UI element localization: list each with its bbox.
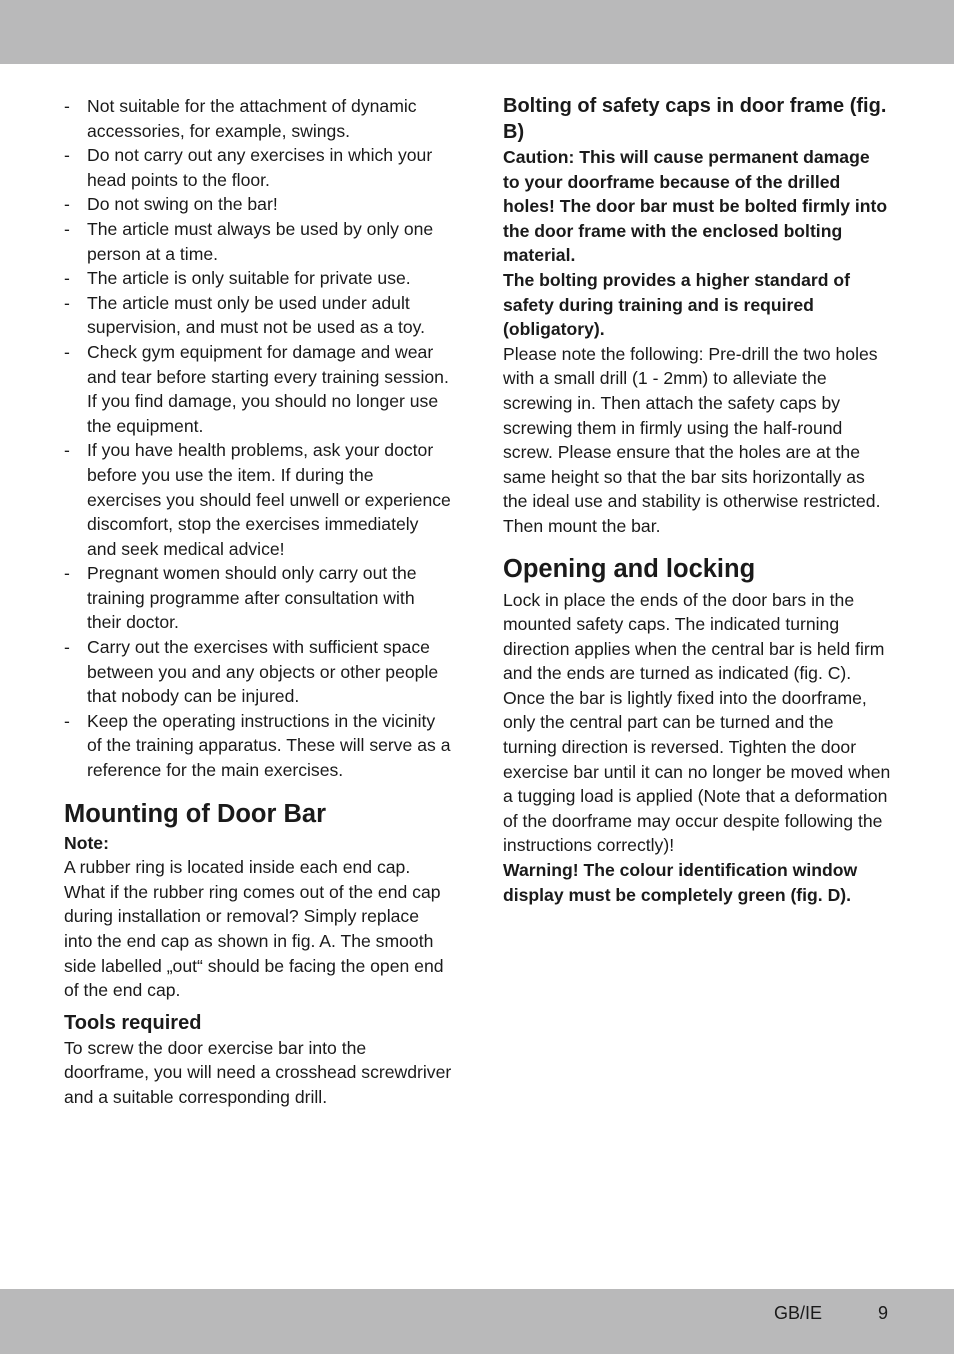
opening-text: Lock in place the ends of the door bars in the mounted safety caps. The indicated turning direction applies when the central bar is held firm and the ends are turned as indicated (fig. C). Once the bar is lightly fixed into the doorframe, only the central part can be turned and the turning direction is reversed. Tighten the door exercise bar until it can no longer be moved when a tugging load is applied (Note that a deformation of the doorframe may occur despite following the instructions correctly)! (503, 589, 891, 856)
tools-text: To screw the door exercise bar into the doorframe, you will need a crosshead screwdriver and a suitable corresponding drill. (64, 1037, 452, 1107)
list-item: - Not suitable for the attachment of dynamic accessories, for example, swings. (64, 94, 452, 143)
list-item: - Check gym equipment for damage and wear and tear before starting every training session. If you find damage, you should no longer use the equipment. (64, 340, 452, 438)
bolting-standard-text: The bolting provides a higher standard of safety during training and is required (obligatory). (503, 269, 851, 340)
list-item: - Carry out the exercises with sufficient space between you and any objects or other people that nobody can be injured. (64, 635, 452, 709)
tools-heading: Tools required (64, 1011, 202, 1034)
list-item: - Pregnant women should only carry out the training programme after consultation with their doctor. (64, 561, 452, 635)
page-number: 9 (878, 1303, 889, 1323)
left-column (64, 94, 452, 1110)
footer-region-label: GB/IE (774, 1303, 823, 1323)
warning-text: Warning! The colour identification window display must be completely green (fig. D). (503, 860, 858, 905)
list-item: - Keep the operating instructions in the vicinity of the training apparatus. These will serve as a reference for the main exercises. (64, 709, 452, 783)
caution-text: Caution: This will cause permanent damage to your doorframe because of the drilled holes! The door bar must be bolted firmly into the door frame with the enclosed bolting material. (503, 147, 888, 266)
predrill-text: Please note the following: Pre-drill the two holes with a small drill (1 - 2mm) to alleviate the screwing in. Then attach the safety caps by screwing them in firmly using the half-round screw. Please ensure that the holes are at the same height so that the bar sits horizontally as the ideal use and stability is otherwise restricted. Then mount the bar. (503, 343, 881, 536)
list-item: - The article is only suitable for private use. (64, 266, 452, 291)
mounting-heading: Mounting of Door Bar (64, 799, 327, 828)
opening-heading: Opening and locking (503, 554, 756, 583)
list-item: - The article must always be used by only one person at a time. (64, 217, 452, 266)
right-column (503, 94, 891, 907)
bolting-heading: Bolting of safety caps in door frame (fig. B) (503, 95, 887, 143)
list-item: - Do not carry out any exercises in which your head points to the floor. (64, 143, 452, 192)
note-text: A rubber ring is located inside each end cap. What if the rubber ring comes out of the end cap during installation or removal? Simply replace into the end cap as shown in fig. A. The smooth side labelled „out“ should be facing the open end of the end cap. (64, 857, 444, 1001)
note-label: Note: (64, 832, 109, 853)
safety-bullet-list (64, 94, 452, 783)
list-item: - The article must only be used under adult supervision, and must not be used as a toy. (64, 291, 452, 340)
list-item: - Do not swing on the bar! (64, 192, 452, 217)
list-item: - If you have health problems, ask your doctor before you use the item. If during the exercises you should feel unwell or experience discomfort, stop the exercises immediately and seek medical advice! (64, 438, 452, 561)
header-band (0, 0, 954, 64)
